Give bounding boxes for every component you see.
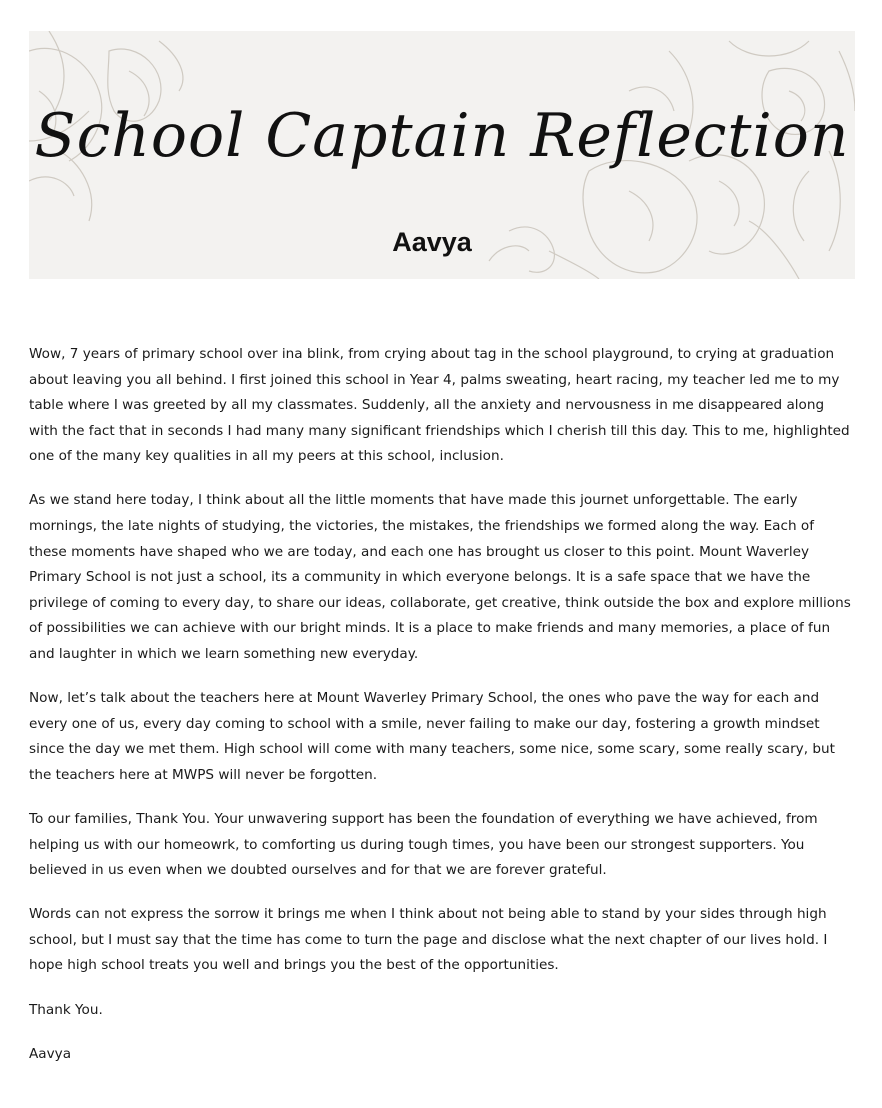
paragraph-2: As we stand here today, I think about all the little moments that have made this journet unforgettable. The early mornings, the late nights of studying, the victories, the mistakes, the friendships we formed along the way. Each of these moments have shaped who we are today, and each one has brought us closer to this point. Mount Waverley Primary School is not just a school, its a community in which everyone belongs. It is a safe space that we have the privilege of coming to every day, to share our ideas, collaborate, get creative, think outside the box and explore millions of possibilities we can achieve with our bright minds. It is a place to make friends and many memories, a place of fun and laughter in which we learn something new everyday. <box>29 492 851 663</box>
closing-line: Thank You. <box>29 1001 103 1018</box>
signature: Aavya <box>29 1045 72 1062</box>
paragraph-4: To our families, Thank You. Your unwavering support has been the foundation of everything we have achieved, from helping us with our homeowrk, to comforting us during tough times, you have been our strongest supporters. You believed in us even when we doubted ourselves and for that we are forever grateful. <box>29 811 818 879</box>
paragraph-1: Wow, 7 years of primary school over ina blink, from crying about tag in the school playground, to crying at graduation about leaving you all behind. I first joined this school in Year 4, palms sweating, heart racing, my teacher led me to my table where I was greeted by all my classmates. Suddenly, all the anxiety and nervousness in me disappeared along with the fact that in seconds I had many many significant friendships which I cherish till this day. This to me, highlighted one of the many key qualities in all my peers at this school, inclusion. <box>29 346 850 465</box>
reflection-body <box>29 342 855 1086</box>
paragraph-5: Words can not express the sorrow it brings me when I think about not being able to stand by your sides through high school, but I must say that the time has come to turn the page and disclose what the next chapter of our lives hold. I hope high school treats you well and brings you the best of the opportunities. <box>29 906 828 974</box>
header-banner <box>29 31 855 279</box>
author-name-heading: Aavya <box>392 227 472 257</box>
paragraph-3: Now, let’s talk about the teachers here at Mount Waverley Primary School, the ones who pave the way for each and every one of us, every day coming to school with a smile, never failing to make our day, fostering a growth mindset since the day we met them. High school will come with many teachers, some nice, some scary, some really scary, but the teachers here at MWPS will never be forgotten. <box>29 690 835 783</box>
page-title: School Captain Reflection <box>34 101 850 171</box>
